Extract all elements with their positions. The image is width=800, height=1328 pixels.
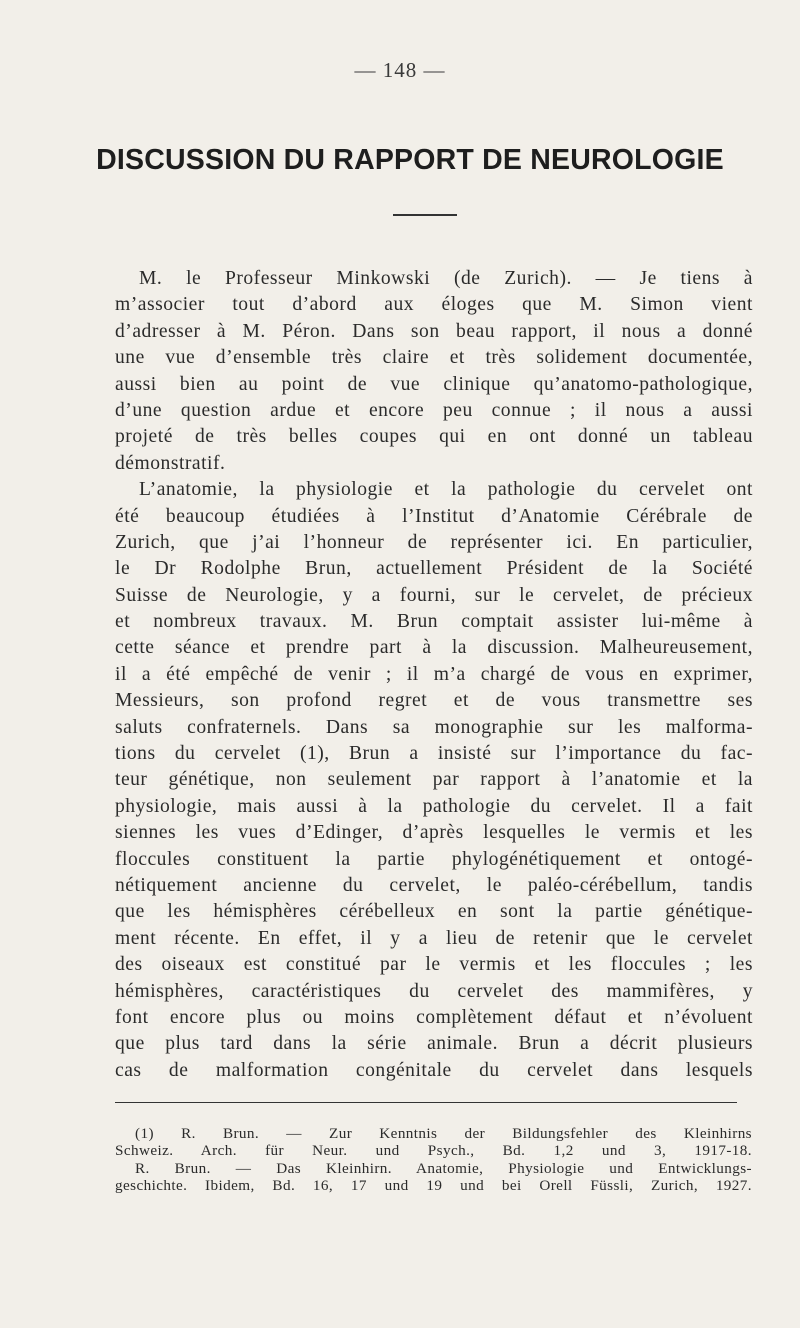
text-line: Messieurs, son profond regret et de vous transmettre ses bbox=[115, 690, 753, 712]
footnote-line: geschichte. Ibidem, Bd. 16, 17 und 19 und bei Orell Füssli, Zurich, 1927. bbox=[115, 1177, 752, 1195]
text-line: d’adresser à M. Péron. Dans son beau rapport, il nous a donné bbox=[115, 320, 753, 342]
text-line: cas de malformation congénitale du cervelet dans lesquels bbox=[115, 1059, 753, 1081]
text-line: siennes les vues d’Edinger, d’après lesquelles le vermis et les bbox=[115, 822, 753, 844]
footnote-line: Schweiz. Arch. für Neur. und Psych., Bd. 1,2 und 3, 1917-18. bbox=[115, 1142, 752, 1160]
text-line: L’anatomie, la physiologie et la pathologie du cervelet ont bbox=[139, 479, 753, 501]
text-line: M. le Professeur Minkowski (de Zurich). — Je tiens à bbox=[139, 268, 753, 289]
text-line: hémisphères, caractéristiques du cervelet des mammifères, y bbox=[115, 980, 753, 1002]
footnotes bbox=[115, 1125, 752, 1195]
text-line: font encore plus ou moins complètement défaut et n’évoluent bbox=[115, 1006, 753, 1028]
text-line: il a été empêché de venir ; il m’a chargé de vous en exprimer, bbox=[115, 663, 753, 685]
text-line: projeté de très belles coupes qui en ont donné un tableau bbox=[115, 426, 753, 448]
text-line: démonstratif. bbox=[115, 452, 226, 474]
page-number: — 148 — bbox=[354, 58, 446, 82]
text-line: Suisse de Neurologie, y a fourni, sur le cervelet, de précieux bbox=[115, 584, 753, 606]
text-line: des oiseaux est constitué par le vermis et les floccules ; les bbox=[115, 954, 753, 976]
text-line: saluts confraternels. Dans sa monographie sur les malforma- bbox=[115, 716, 753, 738]
text-line: floccules constituent la partie phylogénétiquement et ontogé- bbox=[115, 848, 753, 870]
text-line: d’une question ardue et encore peu connue ; il nous a aussi bbox=[115, 399, 753, 421]
text-line: le Dr Rodolphe Brun, actuellement Président de la Société bbox=[115, 558, 753, 580]
text-line: cette séance et prendre part à la discussion. Malheureusement, bbox=[115, 637, 753, 659]
footnote-line: R. Brun. — Das Kleinhirn. Anatomie, Physiologie und Entwicklungs- bbox=[135, 1159, 752, 1177]
footnote-line: (1) R. Brun. — Zur Kenntnis der Bildungsfehler des Kleinhirns bbox=[135, 1125, 752, 1142]
footnote-divider bbox=[115, 1102, 737, 1103]
text-line: physiologie, mais aussi à la pathologie du cervelet. Il a fait bbox=[115, 795, 753, 817]
text-line: que les hémisphères cérébelleux en sont la partie génétique- bbox=[115, 901, 753, 923]
page-title: DISCUSSION DU RAPPORT DE NEUROLOGIE bbox=[96, 144, 724, 176]
text-line: que plus tard dans la série animale. Brun a décrit plusieurs bbox=[115, 1033, 753, 1055]
text-line: nétiquement ancienne du cervelet, le paléo-cérébellum, tandis bbox=[115, 874, 753, 896]
text-line: tions du cervelet (1), Brun a insisté sur l’importance du fac- bbox=[115, 743, 753, 765]
text-line: teur génétique, non seulement par rapport à l’anatomie et la bbox=[115, 769, 753, 791]
text-line: Zurich, que j’ai l’honneur de représenter ici. En particulier, bbox=[115, 531, 753, 553]
text-line: une vue d’ensemble très claire et très solidement documentée, bbox=[115, 347, 753, 369]
body-text bbox=[115, 266, 753, 1084]
text-line: ment récente. En effet, il y a lieu de retenir que le cervelet bbox=[115, 927, 753, 949]
text-line: aussi bien au point de vue clinique qu’anatomo-pathologique, bbox=[115, 373, 753, 395]
text-line: m’associer tout d’abord aux éloges que M. Simon vient bbox=[115, 294, 753, 316]
title-divider bbox=[393, 214, 457, 216]
text-line: et nombreux travaux. M. Brun comptait assister lui-même à bbox=[115, 611, 753, 633]
text-line: été beaucoup étudiées à l’Institut d’Anatomie Cérébrale de bbox=[115, 505, 753, 527]
